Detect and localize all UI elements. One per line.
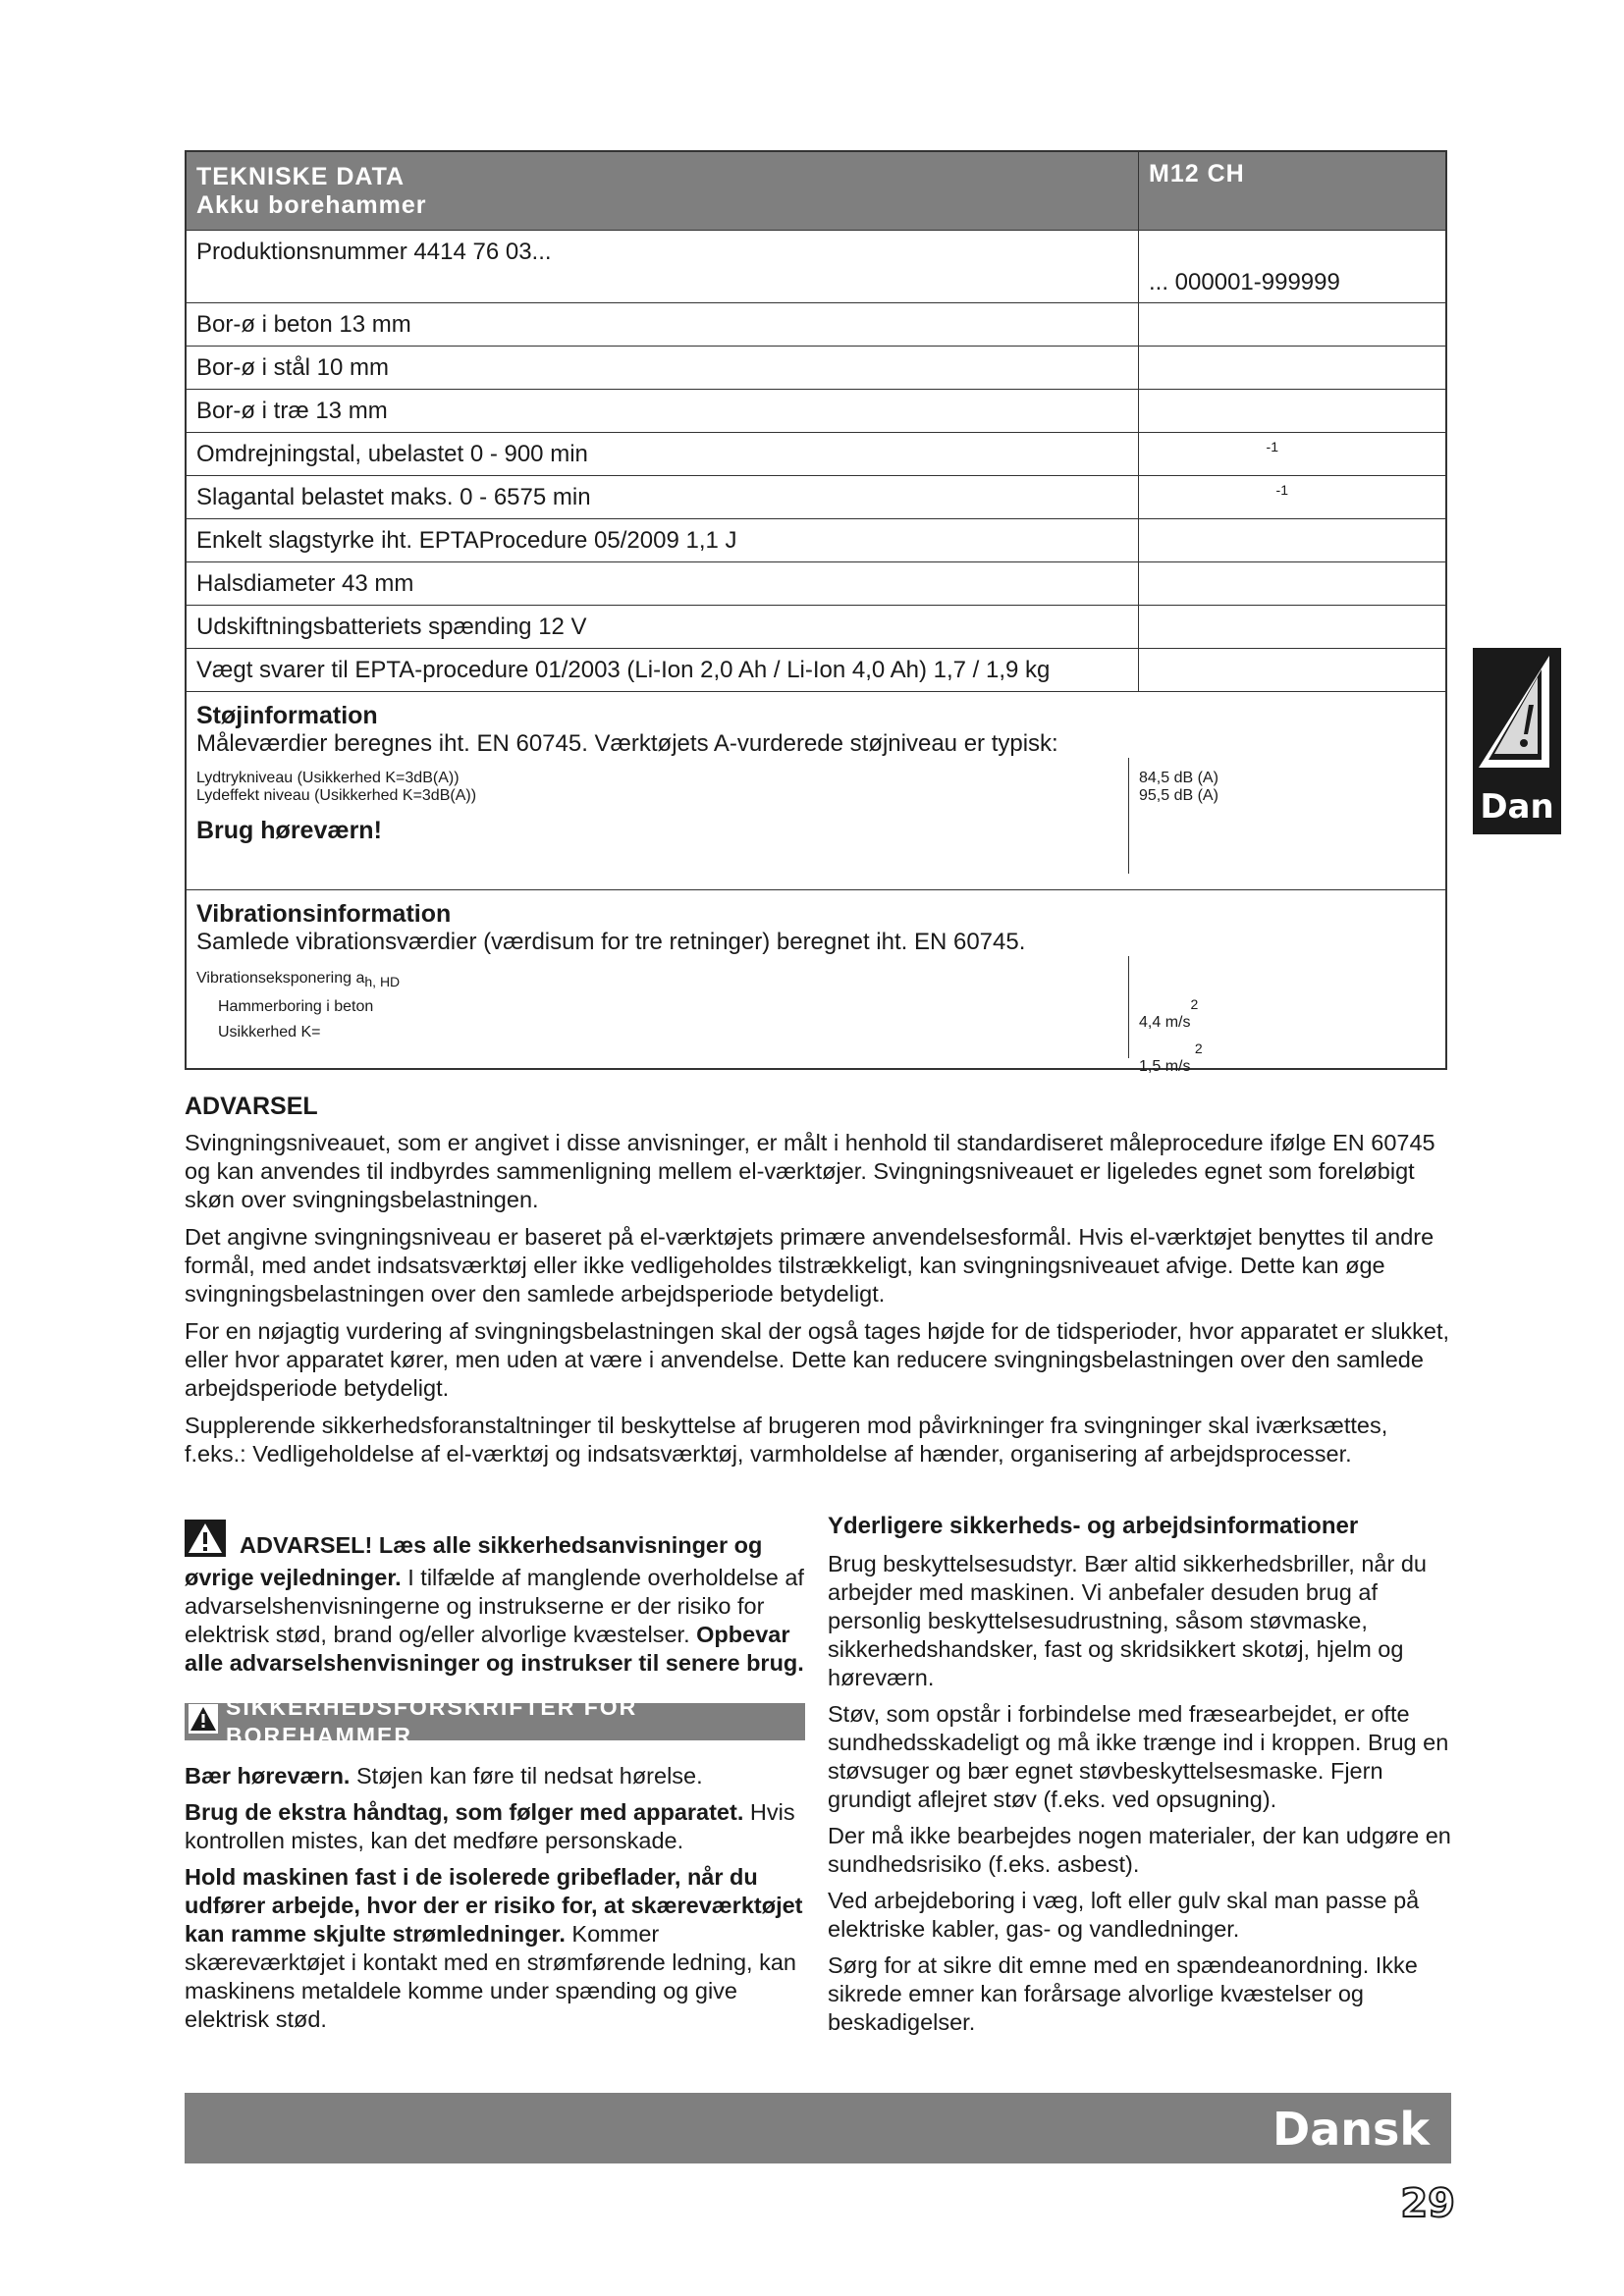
table-row: [187, 476, 1445, 519]
warning-paragraph: Supplerende sikkerhedsforanstaltninger til beskyttelse af brugeren mod påvirkninger fra svingninger skal iværksættes, f.eks.: Vedligeholdelse af el-værktøj og indsatsværktøj, varmholdelse af hænder, organisering af arbejdsprocesser.: [185, 1413, 1388, 1467]
ear-protection-note: Brug høreværn!: [196, 817, 382, 844]
safety-section-heading: [185, 1694, 805, 1748]
row-label: Enkelt slagstyrke iht. EPTAProcedure 05/2009 1,1 J: [196, 526, 737, 554]
uncertainty-value: 1,5 m/s: [1139, 1058, 1191, 1075]
row-label: Vægt svarer til EPTA-procedure 01/2003 (Li-Ion 2,0 Ah / Li-Ion 4,0 Ah) 1,7 / 1,9 kg: [196, 656, 1051, 683]
sound-power-value: 95,5 dB (A): [1139, 787, 1218, 804]
footer-language-bar: [185, 2093, 1451, 2163]
warning-paragraph: For en nøjagtig vurdering af svingningsbelastningen skal der også tages højde for de tidsperioder, hvor apparatet er slukket, eller hvor apparatet kører, men uden at være i anvendelse. Dette kan reducere svingningsbelastningen over den samlede arbejdsperiode betydeligt.: [185, 1318, 1450, 1401]
vibration-section: [187, 890, 1445, 1075]
unit-squared: 2: [1194, 1041, 1203, 1056]
warning-bold-lead: ADVARSEL! Læs alle sikkerhedsanvisninger og øvrige vejledninger.: [185, 1532, 763, 1590]
noise-intro: Måleværdier beregnes iht. EN 60745. Værktøjets A-vurderede støjniveau er typisk:: [196, 730, 1058, 757]
warning-paragraph: Svingningsniveauet, som er angivet i disse anvisninger, er målt i henhold til standardiseret måleprocedure ifølge EN 60745 og kan anvendes til indbyrdes sammenligning mellem el-værktøjer. Svingningsniveauet er ligeledes egnet som foreløbigt skøn over svingningsbelastningen.: [185, 1130, 1435, 1212]
safety-item-text: Støjen kan føre til nedsat hørelse.: [350, 1763, 703, 1789]
noise-section: [187, 692, 1445, 890]
vibration-exposure-subscript: h, HD: [364, 974, 401, 990]
warning-text: I tilfælde af manglende overholdelse af advarselshenvisningerne og instrukserne er der risiko for elektrisk stød, brand og/eller alvorlige kvæstelser.: [185, 1565, 804, 1647]
noise-title: Støjinformation: [196, 702, 378, 729]
table-row: [187, 562, 1445, 606]
vibration-exposure-label: Vibrationseksponering a: [196, 970, 365, 987]
safety-item-text: Hvis kontrollen mistes, kan det medføre personskade.: [185, 1799, 795, 1853]
sound-pressure-label: Lydtrykniveau (Usikkerhed K=3dB(A)): [196, 770, 460, 786]
table-row: [187, 649, 1445, 692]
safety-item: [185, 1863, 805, 2034]
additional-info-heading: Yderligere sikkerheds- og arbejdsinformationer: [828, 1513, 1359, 1539]
sound-pressure-value: 84,5 dB (A): [1139, 770, 1218, 786]
safety-item-bold: Hold maskinen fast i de isolerede gribeflader, når du udfører arbejde, hvor der er risiko for, at skæreværktøjet kan ramme skjulte strømledninger.: [185, 1864, 803, 1947]
language-tab-label: Dan: [1480, 787, 1554, 827]
table-row: [187, 390, 1445, 433]
table-title: TEKNISKE DATA: [196, 162, 406, 190]
row-label: Udskiftningsbatteriets spænding 12 V: [196, 613, 587, 640]
sound-power-label: Lydeffekt niveau (Usikkerhed K=3dB(A)): [196, 787, 477, 804]
table-subtitle: Akku borehammer: [196, 190, 427, 219]
footer-language: Dansk: [1272, 2103, 1430, 2156]
row-superscript: -1: [1275, 482, 1288, 498]
info-paragraph: Der må ikke bearbejdes nogen materialer, der kan udgøre en sundhedsrisiko (f.eks. asbest).: [828, 1823, 1451, 1877]
production-label: Produktionsnummer 4414 76 03...: [196, 239, 552, 265]
technical-data-table: [185, 150, 1447, 1075]
safety-item-text: Kommer skæreværktøjet i kontakt med en strømførende ledning, kan maskinens metaldele komme under spænding og give elektrisk stød.: [185, 1921, 796, 2032]
vibration-warning-block: [185, 1093, 1451, 1477]
table-row: [187, 519, 1445, 562]
table-row: [187, 606, 1445, 649]
row-superscript: -1: [1266, 439, 1278, 454]
left-column: [185, 1520, 805, 2042]
safety-item-bold: Brug de ekstra håndtag, som følger med apparatet.: [185, 1799, 744, 1825]
safety-item: [185, 1762, 805, 1790]
table-row: [187, 303, 1445, 347]
model-name: M12 CH: [1149, 160, 1245, 187]
safety-section-title: SIKKERHEDSFORSKRIFTER FOR BOREHAMMER: [226, 1694, 638, 1748]
info-paragraph: Sørg for at sikre dit emne med en spændeanordning. Ikke sikrede emner kan forårsage alvorlige kvæstelser og beskadigelser.: [828, 1952, 1418, 2035]
info-paragraph: Støv, som opstår i forbindelse med fræsearbejdet, er ofte sundhedsskadeligt og må ikke trænge ind i kroppen. Brug en støvsuger og bær egnet støvbeskyttelsesmaske. Fjern grundigt aflejret støv (f.eks. ved opsugning).: [828, 1701, 1449, 1812]
hammer-drilling-value: 4,4 m/s: [1139, 1014, 1191, 1031]
warning-heading: ADVARSEL: [185, 1093, 318, 1120]
page-number: 29: [1400, 2181, 1455, 2226]
production-value: ... 000001-999999: [1149, 269, 1340, 295]
row-label: Bor-ø i stål 10 mm: [196, 353, 390, 381]
table-row: [187, 433, 1445, 476]
unit-squared: 2: [1190, 996, 1199, 1012]
table-row: [187, 231, 1445, 303]
uncertainty-label: Usikkerhed K=: [218, 1024, 321, 1041]
general-safety-warning: [185, 1520, 805, 1678]
safety-item: [185, 1798, 805, 1855]
language-side-tab: [1473, 648, 1561, 834]
row-label: Omdrejningstal, ubelastet 0 - 900 min: [196, 440, 588, 467]
row-label: Bor-ø i beton 13 mm: [196, 310, 411, 338]
table-row: [187, 347, 1445, 390]
info-paragraph: Brug beskyttelsesudstyr. Bær altid sikkerhedsbriller, når du arbejder med maskinen. Vi anbefaler desuden brug af personlig beskyttelsesudrustning, såsom støvmaske, sikkerhedshandsker, fast og skridsikkert skotøj, hjelm og høreværn.: [828, 1551, 1427, 1690]
row-label: Bor-ø i træ 13 mm: [196, 397, 388, 424]
hammer-drilling-label: Hammerboring i beton: [218, 998, 374, 1016]
exclamation-triangle-icon: [1473, 648, 1561, 780]
info-paragraph: Ved arbejdeboring i væg, loft eller gulv skal man passe på elektriske kabler, gas- og vandledninger.: [828, 1888, 1420, 1942]
table-header: [187, 152, 1445, 231]
warning-triangle-icon: [185, 1520, 226, 1564]
row-label: Slagantal belastet maks. 0 - 6575 min: [196, 483, 591, 510]
vibration-intro: Samlede vibrationsværdier (værdisum for tre retninger) beregnet iht. EN 60745.: [196, 929, 1026, 955]
warning-triangle-icon: [189, 1704, 218, 1740]
vibration-title: Vibrationsinformation: [196, 900, 452, 928]
row-label: Halsdiameter 43 mm: [196, 569, 414, 597]
warning-bold-tail: Opbevar alle advarselshenvisninger og instrukser til senere brug.: [185, 1622, 804, 1676]
right-column: [828, 1512, 1456, 2045]
warning-paragraph: Det angivne svingningsniveau er baseret på el-værktøjets primære anvendelsesformål. Hvis el-værktøjet benyttes til andre formål, med andet indsatsværktøj eller ikke vedligeholdes tilstrækkeligt, kan svingningsniveauet afvige. Dette kan øge svingningsbelastningen over den samlede arbejdsperiode betydeligt.: [185, 1224, 1435, 1307]
safety-item-bold: Bær høreværn.: [185, 1763, 351, 1789]
